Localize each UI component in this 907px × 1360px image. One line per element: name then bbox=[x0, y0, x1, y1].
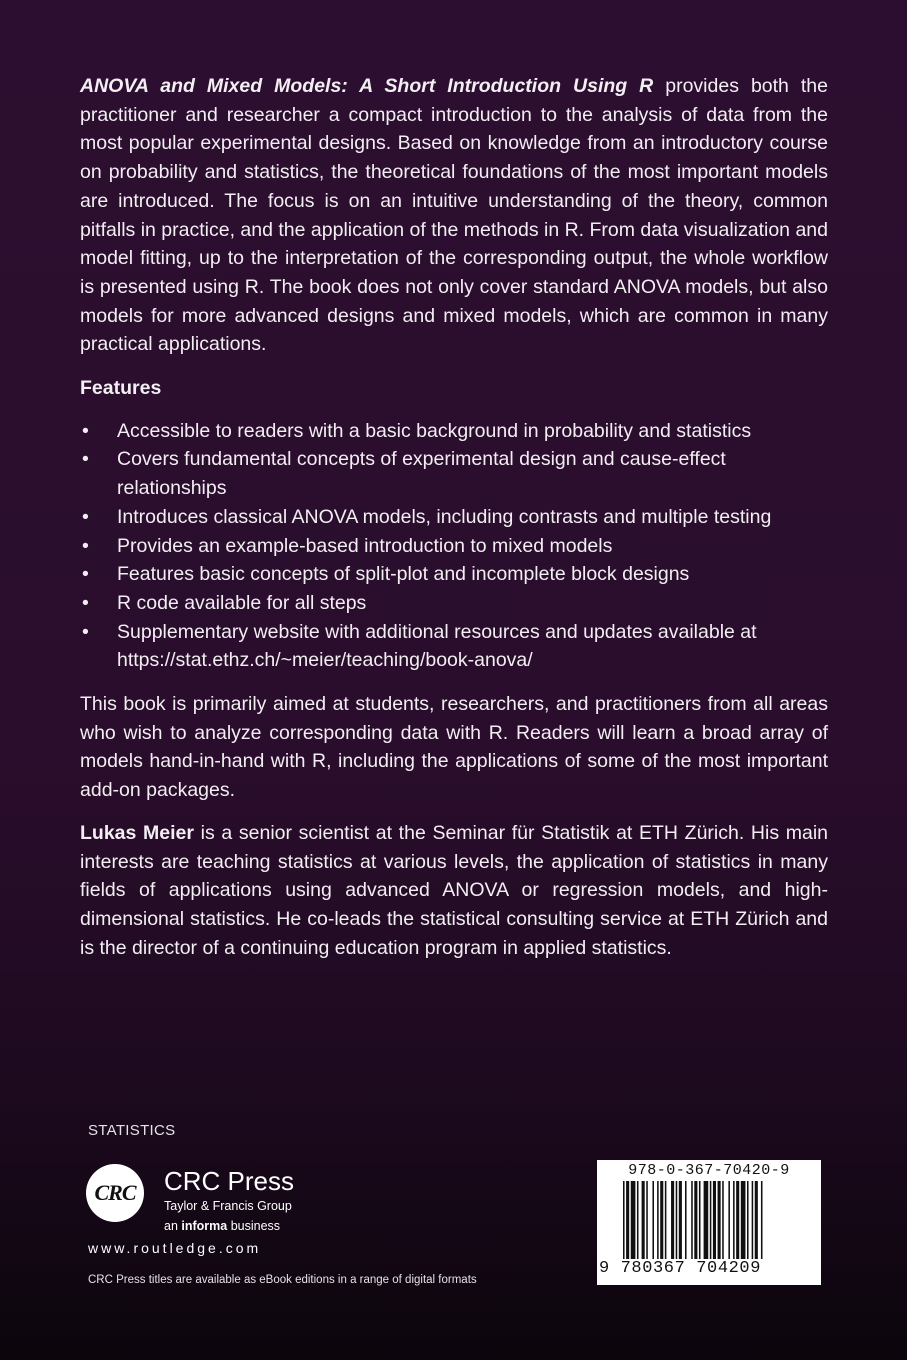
bullet-icon: • bbox=[82, 620, 89, 643]
author-paragraph bbox=[80, 819, 828, 963]
feature-item bbox=[80, 560, 828, 589]
feature-item bbox=[80, 589, 828, 618]
bullet-icon: • bbox=[82, 419, 89, 442]
ean-label: 9 780367 704209 bbox=[599, 1259, 762, 1278]
bullet-icon: • bbox=[82, 505, 89, 528]
book-title: ANOVA and Mixed Models: A Short Introduction Using R bbox=[80, 75, 654, 97]
feature-text: Accessible to readers with a basic background in probability and statistics bbox=[117, 419, 752, 442]
audience-paragraph: This book is primarily aimed at students, researchers, and practitioners from all areas who wish to analyze corresponding data with R. Readers will learn a broad array of models hand-in-hand with R, including the applications of some of the most important add-on packages. bbox=[80, 693, 828, 802]
feature-item bbox=[80, 417, 828, 446]
features-list bbox=[80, 417, 828, 675]
crc-logo-icon: CRC bbox=[86, 1164, 144, 1222]
publisher-group: Taylor & Francis Group bbox=[164, 1199, 292, 1213]
author-name: Lukas Meier bbox=[80, 821, 194, 844]
publisher-website: www.routledge.com bbox=[88, 1240, 262, 1256]
bullet-icon: • bbox=[82, 591, 89, 614]
category-label: STATISTICS bbox=[88, 1122, 176, 1139]
intro-paragraph bbox=[80, 72, 828, 359]
bullet-icon: • bbox=[82, 448, 89, 471]
back-cover-text bbox=[80, 72, 828, 962]
feature-text: R code available for all steps bbox=[117, 591, 367, 614]
feature-item bbox=[80, 618, 828, 675]
isbn-label: 978-0-367-70420-9 bbox=[628, 1162, 790, 1179]
features-heading: Features bbox=[80, 377, 162, 400]
feature-text: Provides an example-based introduction to mixed models bbox=[117, 534, 613, 557]
publisher-name: CRC Press bbox=[164, 1166, 295, 1196]
barcode bbox=[597, 1160, 821, 1285]
intro-text: provides both the practitioner and researcher a compact introduction to the analysis of data from the most popular experimental designs. Based on knowledge from an introductory course on probability and statistics, the theoretical foundations of the most important models are introduced. The focus is on an intuitive understanding of the theory, common pitfalls in practice, and the application of the methods in R. From data visualization and model fitting, up to the interpretation of the corresponding output, the whole workflow is presented using R. The book does not only cover standard ANOVA models, but also models for more advanced designs and mixed models, which are common in many practical applications. bbox=[80, 75, 828, 356]
barcode-bars-icon bbox=[623, 1181, 813, 1259]
feature-text: Supplementary website with additional resources and updates available at https://stat.ethz.ch/~meier/teaching/book-anova/ bbox=[117, 620, 757, 672]
feature-text: Covers fundamental concepts of experimental design and cause-effect relationships bbox=[117, 448, 726, 500]
bullet-icon: • bbox=[82, 563, 89, 586]
business-brand: informa bbox=[181, 1219, 228, 1233]
feature-text: Features basic concepts of split-plot and incomplete block designs bbox=[117, 563, 690, 586]
feature-text: Introduces classical ANOVA models, including contrasts and multiple testing bbox=[117, 505, 772, 528]
ebook-note: CRC Press titles are available as eBook editions in a range of digital formats bbox=[88, 1274, 477, 1286]
author-bio: is a senior scientist at the Seminar für Statistik at ETH Zürich. His main interests are teaching statistics at various levels, the application of statistics in many fields of applications using advanced ANOVA or regression models, and high-dimensional statistics. He co-leads the statistical consulting service at ETH Zürich and is the director of a continuing education program in applied statistics. bbox=[80, 821, 829, 959]
feature-item bbox=[80, 445, 828, 502]
feature-item bbox=[80, 532, 828, 561]
publisher-business bbox=[164, 1219, 280, 1233]
business-prefix: an bbox=[164, 1219, 182, 1233]
business-suffix: business bbox=[227, 1219, 281, 1233]
bullet-icon: • bbox=[82, 534, 89, 557]
feature-item bbox=[80, 503, 828, 532]
